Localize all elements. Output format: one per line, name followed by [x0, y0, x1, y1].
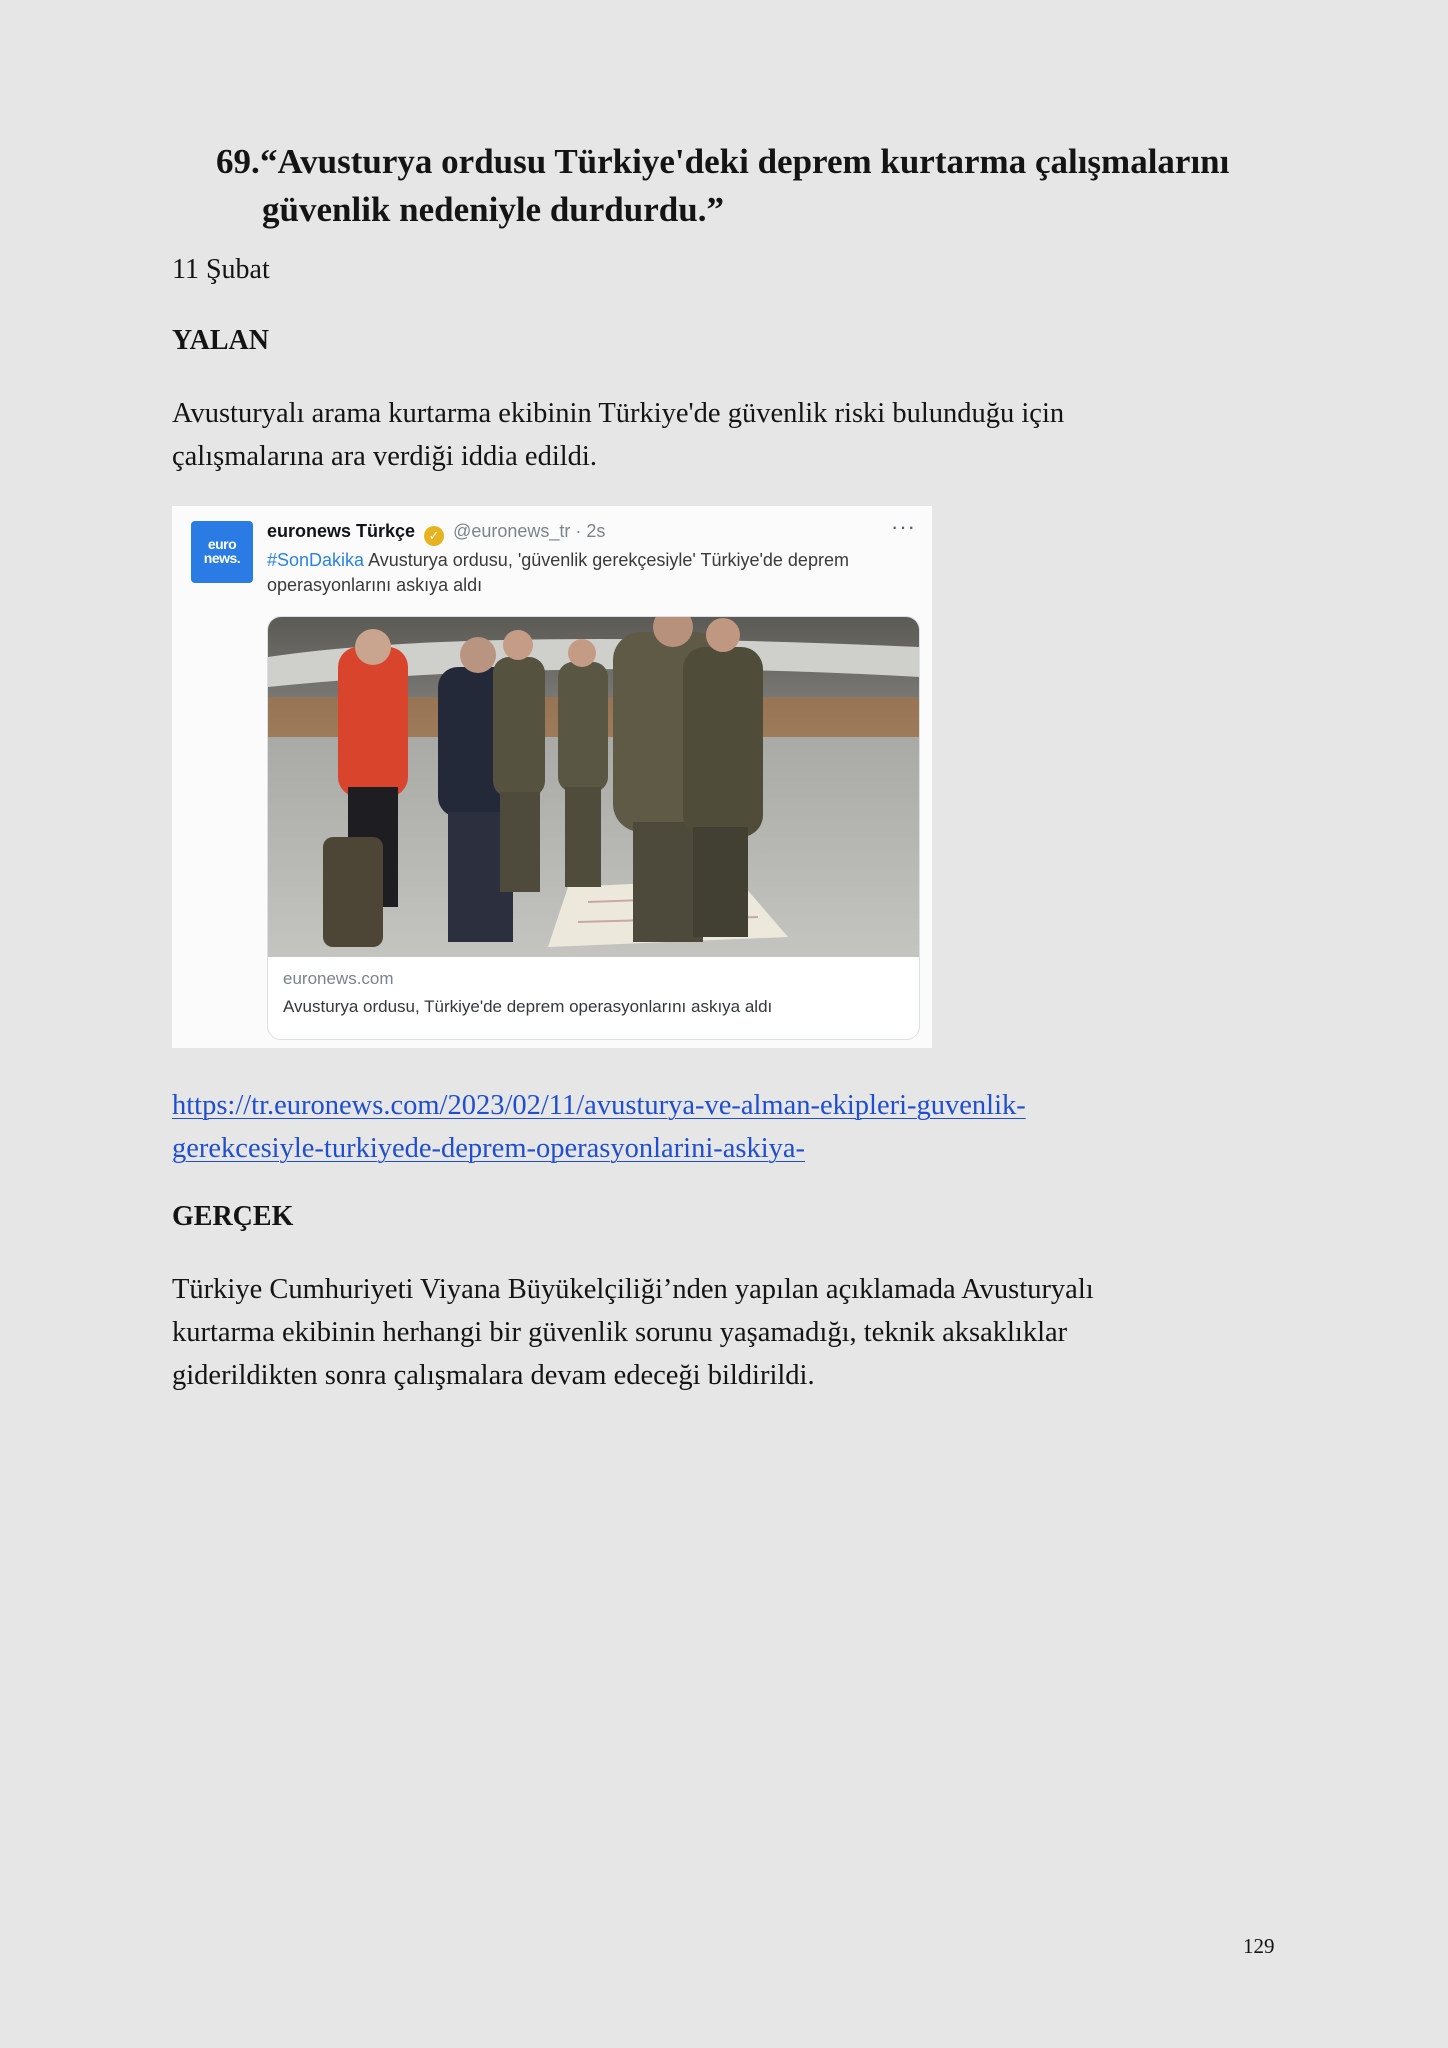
more-options-icon[interactable]: ···: [891, 514, 916, 539]
euronews-logo-icon: euro news.: [191, 521, 253, 583]
tweet-header: [267, 521, 605, 546]
claim-date: 11 Şubat: [172, 254, 270, 285]
tweet-handle-time: @euronews_tr · 2s: [453, 521, 606, 541]
news-photo: [268, 617, 919, 957]
verified-badge-icon: ✓: [424, 526, 444, 546]
claim-line-1: Avusturyalı arama kurtarma ekibinin Türkiye'de güvenlik riski bulunduğu için: [172, 398, 1065, 429]
tweet-text: [267, 548, 907, 598]
page-number: 129: [1243, 1934, 1275, 1958]
heading-number: 69.: [216, 142, 260, 181]
fact-paragraph: [172, 1268, 1292, 1397]
tweet-account-name[interactable]: euronews Türkçe: [267, 521, 416, 541]
source-link[interactable]: [172, 1084, 1026, 1170]
claim-line-2: çalışmalarına ara verdiği iddia edildi.: [172, 441, 597, 472]
heading-text: [216, 138, 1296, 234]
source-link-line-1[interactable]: https://tr.euronews.com/2023/02/11/avusturya-ve-alman-ekipleri-guvenlik-: [172, 1090, 1026, 1121]
tweet-screenshot: [172, 506, 932, 1048]
card-title: Avusturya ordusu, Türkiye'de deprem operasyonlarını askıya aldı: [283, 997, 773, 1016]
fact-label: GERÇEK: [172, 1201, 294, 1232]
fact-line-3: giderildikten sonra çalışmalara devam edeceği bildirildi.: [172, 1360, 815, 1391]
tweet-hashtag[interactable]: #SonDakika: [267, 550, 365, 570]
tweet-text-line-1: #SonDakika Avusturya ordusu, 'güvenlik gerekçesiyle' Türkiye'de deprem: [267, 550, 849, 570]
fact-line-2: kurtarma ekibinin herhangi bir güvenlik sorunu yaşamadığı, teknik aksaklıklar: [172, 1317, 1068, 1348]
fact-line-1: Türkiye Cumhuriyeti Viyana Büyükelçiliği’nden yapılan açıklamada Avusturyalı: [172, 1274, 1094, 1305]
heading-line-1: “Avusturya ordusu Türkiye'deki deprem kurtarma çalışmalarını: [260, 142, 1230, 181]
source-link-line-2[interactable]: gerekcesiyle-turkiyede-deprem-operasyonlarini-askiya-: [172, 1133, 806, 1164]
claim-paragraph: [172, 392, 1292, 478]
tweet-text-line-2: operasyonlarını askıya aldı: [267, 575, 483, 595]
claim-heading: [216, 138, 1296, 234]
false-label: YALAN: [172, 325, 269, 356]
card-domain: euronews.com: [283, 969, 394, 988]
heading-line-2: güvenlik nedeniyle durdurdu.”: [262, 190, 724, 229]
tweet-link-card[interactable]: [267, 616, 920, 1040]
